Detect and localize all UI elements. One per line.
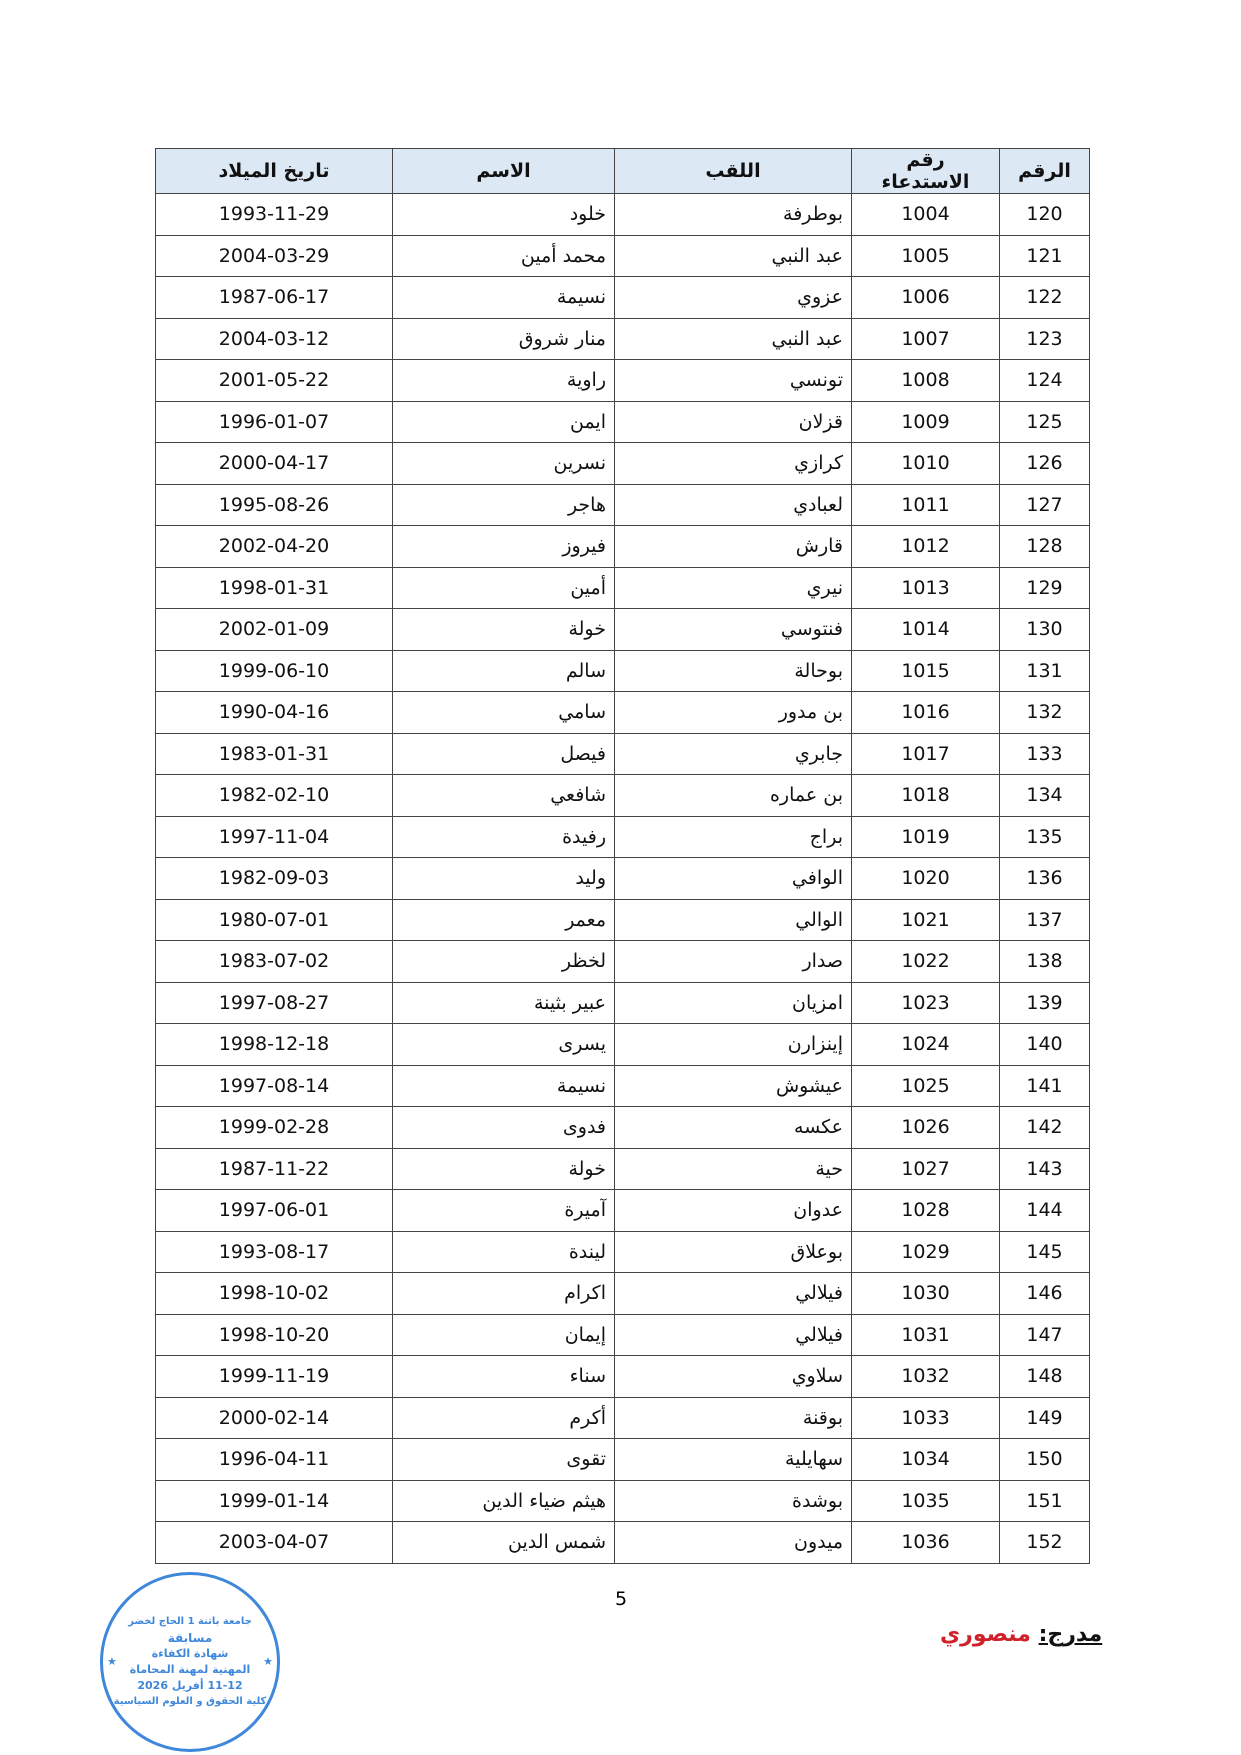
first-name: ايمن <box>393 401 615 443</box>
call-number: 1016 <box>852 692 1000 734</box>
first-name: شافعي <box>393 775 615 817</box>
call-number: 1010 <box>852 443 1000 485</box>
row-number: 133 <box>1000 733 1090 775</box>
birthdate: 1999-01-14 <box>156 1480 393 1522</box>
call-number: 1005 <box>852 235 1000 277</box>
birthdate: 2001-05-22 <box>156 360 393 402</box>
row-number: 125 <box>1000 401 1090 443</box>
surname: حية <box>615 1148 852 1190</box>
star-icon: ★ <box>263 1655 273 1668</box>
birthdate: 1995-08-26 <box>156 484 393 526</box>
row-number: 126 <box>1000 443 1090 485</box>
table-row <box>156 1397 1090 1439</box>
call-number: 1034 <box>852 1439 1000 1481</box>
candidates-table <box>155 148 1090 1564</box>
first-name: نسيمة <box>393 1065 615 1107</box>
first-name: ليندة <box>393 1231 615 1273</box>
birthdate: 2003-04-07 <box>156 1522 393 1564</box>
surname: بوحالة <box>615 650 852 692</box>
row-number: 147 <box>1000 1314 1090 1356</box>
first-name: راوية <box>393 360 615 402</box>
row-number: 129 <box>1000 567 1090 609</box>
table-row <box>156 1231 1090 1273</box>
call-number: 1035 <box>852 1480 1000 1522</box>
table-row <box>156 1148 1090 1190</box>
table-row <box>156 360 1090 402</box>
call-number: 1007 <box>852 318 1000 360</box>
table-row <box>156 235 1090 277</box>
row-number: 134 <box>1000 775 1090 817</box>
birthdate: 1997-06-01 <box>156 1190 393 1232</box>
table-row <box>156 1439 1090 1481</box>
row-number: 151 <box>1000 1480 1090 1522</box>
birthdate: 1983-07-02 <box>156 941 393 983</box>
first-name: أمين <box>393 567 615 609</box>
surname: فيلالي <box>615 1273 852 1315</box>
page-number: 5 <box>615 1588 628 1610</box>
birthdate: 1983-01-31 <box>156 733 393 775</box>
first-name: اكرام <box>393 1273 615 1315</box>
row-number: 135 <box>1000 816 1090 858</box>
surname: بوطرفة <box>615 194 852 236</box>
table-row <box>156 526 1090 568</box>
call-number: 1011 <box>852 484 1000 526</box>
row-number: 146 <box>1000 1273 1090 1315</box>
surname: فيلالي <box>615 1314 852 1356</box>
call-number: 1029 <box>852 1231 1000 1273</box>
birthdate: 1998-10-20 <box>156 1314 393 1356</box>
header-number: الرقم <box>1000 149 1090 194</box>
first-name: تقوى <box>393 1439 615 1481</box>
birthdate: 1990-04-16 <box>156 692 393 734</box>
table-row <box>156 609 1090 651</box>
table-row <box>156 567 1090 609</box>
row-number: 127 <box>1000 484 1090 526</box>
birthdate: 1996-01-07 <box>156 401 393 443</box>
surname: سلاوي <box>615 1356 852 1398</box>
surname: بوقنة <box>615 1397 852 1439</box>
birthdate: 1996-04-11 <box>156 1439 393 1481</box>
row-number: 120 <box>1000 194 1090 236</box>
first-name: يسرى <box>393 1024 615 1066</box>
surname: الوافي <box>615 858 852 900</box>
table-header-row <box>156 149 1090 194</box>
call-number: 1027 <box>852 1148 1000 1190</box>
table-row <box>156 401 1090 443</box>
call-number: 1036 <box>852 1522 1000 1564</box>
call-number: 1030 <box>852 1273 1000 1315</box>
table-row <box>156 1024 1090 1066</box>
stamp-date: 11-12 أفريل 2026 <box>137 1679 243 1692</box>
table-row <box>156 692 1090 734</box>
first-name: فيصل <box>393 733 615 775</box>
surname: ميدون <box>615 1522 852 1564</box>
row-number: 149 <box>1000 1397 1090 1439</box>
row-number: 141 <box>1000 1065 1090 1107</box>
call-number: 1009 <box>852 401 1000 443</box>
first-name: لخظر <box>393 941 615 983</box>
call-number: 1018 <box>852 775 1000 817</box>
surname: فنتوسي <box>615 609 852 651</box>
table-row <box>156 194 1090 236</box>
first-name: خلود <box>393 194 615 236</box>
header-call-number: رقم الاستدعاء <box>852 149 1000 194</box>
row-number: 128 <box>1000 526 1090 568</box>
table-row <box>156 1356 1090 1398</box>
row-number: 139 <box>1000 982 1090 1024</box>
call-number: 1021 <box>852 899 1000 941</box>
row-number: 137 <box>1000 899 1090 941</box>
call-number: 1004 <box>852 194 1000 236</box>
call-number: 1020 <box>852 858 1000 900</box>
surname: عبد النبي <box>615 235 852 277</box>
footer-credit <box>940 1622 1102 1647</box>
surname: تونسي <box>615 360 852 402</box>
surname: قارش <box>615 526 852 568</box>
first-name: هاجر <box>393 484 615 526</box>
surname: عزوي <box>615 277 852 319</box>
call-number: 1012 <box>852 526 1000 568</box>
first-name: سامي <box>393 692 615 734</box>
call-number: 1025 <box>852 1065 1000 1107</box>
surname: لعبادي <box>615 484 852 526</box>
first-name: هيثم ضياء الدين <box>393 1480 615 1522</box>
surname: جابري <box>615 733 852 775</box>
call-number: 1017 <box>852 733 1000 775</box>
table-row <box>156 1065 1090 1107</box>
stamp-bottom-text: كلية الحقوق و العلوم السياسية <box>113 1696 267 1707</box>
first-name: سناء <box>393 1356 615 1398</box>
birthdate: 1982-02-10 <box>156 775 393 817</box>
table-row <box>156 816 1090 858</box>
surname: سهايلية <box>615 1439 852 1481</box>
surname: صدار <box>615 941 852 983</box>
birthdate: 2004-03-29 <box>156 235 393 277</box>
birthdate: 1998-12-18 <box>156 1024 393 1066</box>
row-number: 121 <box>1000 235 1090 277</box>
row-number: 130 <box>1000 609 1090 651</box>
birthdate: 1997-08-27 <box>156 982 393 1024</box>
first-name: خولة <box>393 609 615 651</box>
stamp-line1: شهادة الكفاءة <box>151 1647 229 1660</box>
first-name: وليد <box>393 858 615 900</box>
surname: نيري <box>615 567 852 609</box>
call-number: 1032 <box>852 1356 1000 1398</box>
row-number: 132 <box>1000 692 1090 734</box>
first-name: آميرة <box>393 1190 615 1232</box>
surname: امزيان <box>615 982 852 1024</box>
call-number: 1013 <box>852 567 1000 609</box>
table-row <box>156 318 1090 360</box>
row-number: 145 <box>1000 1231 1090 1273</box>
birthdate: 1998-01-31 <box>156 567 393 609</box>
first-name: فيروز <box>393 526 615 568</box>
call-number: 1023 <box>852 982 1000 1024</box>
table-row <box>156 1273 1090 1315</box>
birthdate: 2000-04-17 <box>156 443 393 485</box>
surname: إينزارن <box>615 1024 852 1066</box>
row-number: 122 <box>1000 277 1090 319</box>
call-number: 1031 <box>852 1314 1000 1356</box>
table-row <box>156 1314 1090 1356</box>
header-birthdate: تاريخ الميلاد <box>156 149 393 194</box>
surname: كرازي <box>615 443 852 485</box>
first-name: محمد أمين <box>393 235 615 277</box>
table-row <box>156 899 1090 941</box>
birthdate: 1997-08-14 <box>156 1065 393 1107</box>
table-row <box>156 982 1090 1024</box>
footer-label: مدرج: <box>1038 1622 1103 1647</box>
call-number: 1026 <box>852 1107 1000 1149</box>
row-number: 136 <box>1000 858 1090 900</box>
surname: بوعلاق <box>615 1231 852 1273</box>
surname: بوشدة <box>615 1480 852 1522</box>
table-row <box>156 277 1090 319</box>
row-number: 140 <box>1000 1024 1090 1066</box>
official-stamp <box>100 1572 280 1752</box>
birthdate: 1980-07-01 <box>156 899 393 941</box>
row-number: 152 <box>1000 1522 1090 1564</box>
table-row <box>156 858 1090 900</box>
birthdate: 1999-06-10 <box>156 650 393 692</box>
row-number: 144 <box>1000 1190 1090 1232</box>
birthdate: 1987-11-22 <box>156 1148 393 1190</box>
stamp-title: مسابقة <box>167 1631 213 1645</box>
surname: قزلان <box>615 401 852 443</box>
row-number: 124 <box>1000 360 1090 402</box>
call-number: 1006 <box>852 277 1000 319</box>
call-number: 1024 <box>852 1024 1000 1066</box>
call-number: 1014 <box>852 609 1000 651</box>
table-row <box>156 1190 1090 1232</box>
row-number: 123 <box>1000 318 1090 360</box>
header-name: الاسم <box>393 149 615 194</box>
first-name: سالم <box>393 650 615 692</box>
call-number: 1019 <box>852 816 1000 858</box>
surname: بن عماره <box>615 775 852 817</box>
star-icon: ★ <box>107 1655 117 1668</box>
call-number: 1022 <box>852 941 1000 983</box>
birthdate: 1997-11-04 <box>156 816 393 858</box>
surname: الوالي <box>615 899 852 941</box>
table-row <box>156 650 1090 692</box>
footer-name: منصوري <box>940 1622 1031 1647</box>
table-row <box>156 1107 1090 1149</box>
birthdate: 1998-10-02 <box>156 1273 393 1315</box>
birthdate: 1999-11-19 <box>156 1356 393 1398</box>
table-row <box>156 484 1090 526</box>
row-number: 148 <box>1000 1356 1090 1398</box>
birthdate: 1993-11-29 <box>156 194 393 236</box>
birthdate: 2000-02-14 <box>156 1397 393 1439</box>
table-row <box>156 443 1090 485</box>
first-name: فدوى <box>393 1107 615 1149</box>
table-row <box>156 1480 1090 1522</box>
birthdate: 2002-01-09 <box>156 609 393 651</box>
stamp-line2: المهنية لمهنة المحاماة <box>129 1663 251 1676</box>
row-number: 142 <box>1000 1107 1090 1149</box>
table-row <box>156 1522 1090 1564</box>
first-name: نسيمة <box>393 277 615 319</box>
birthdate: 2002-04-20 <box>156 526 393 568</box>
table-row <box>156 941 1090 983</box>
first-name: عبير بثينة <box>393 982 615 1024</box>
surname: عيشوش <box>615 1065 852 1107</box>
surname: براج <box>615 816 852 858</box>
birthdate: 1999-02-28 <box>156 1107 393 1149</box>
call-number: 1028 <box>852 1190 1000 1232</box>
birthdate: 1982-09-03 <box>156 858 393 900</box>
first-name: منار شروق <box>393 318 615 360</box>
row-number: 138 <box>1000 941 1090 983</box>
call-number: 1033 <box>852 1397 1000 1439</box>
call-number: 1008 <box>852 360 1000 402</box>
surname: بن مدور <box>615 692 852 734</box>
surname: عبد النبي <box>615 318 852 360</box>
call-number: 1015 <box>852 650 1000 692</box>
row-number: 150 <box>1000 1439 1090 1481</box>
birthdate: 2004-03-12 <box>156 318 393 360</box>
table-row <box>156 733 1090 775</box>
row-number: 143 <box>1000 1148 1090 1190</box>
first-name: نسرين <box>393 443 615 485</box>
first-name: أكرم <box>393 1397 615 1439</box>
birthdate: 1987-06-17 <box>156 277 393 319</box>
birthdate: 1993-08-17 <box>156 1231 393 1273</box>
stamp-outer-text: جامعة باتنة 1 الحاج لخضر <box>128 1616 252 1627</box>
first-name: إيمان <box>393 1314 615 1356</box>
table-row <box>156 775 1090 817</box>
header-surname: اللقب <box>615 149 852 194</box>
first-name: شمس الدين <box>393 1522 615 1564</box>
surname: عدوان <box>615 1190 852 1232</box>
first-name: خولة <box>393 1148 615 1190</box>
row-number: 131 <box>1000 650 1090 692</box>
first-name: رفيدة <box>393 816 615 858</box>
first-name: معمر <box>393 899 615 941</box>
surname: عكسه <box>615 1107 852 1149</box>
